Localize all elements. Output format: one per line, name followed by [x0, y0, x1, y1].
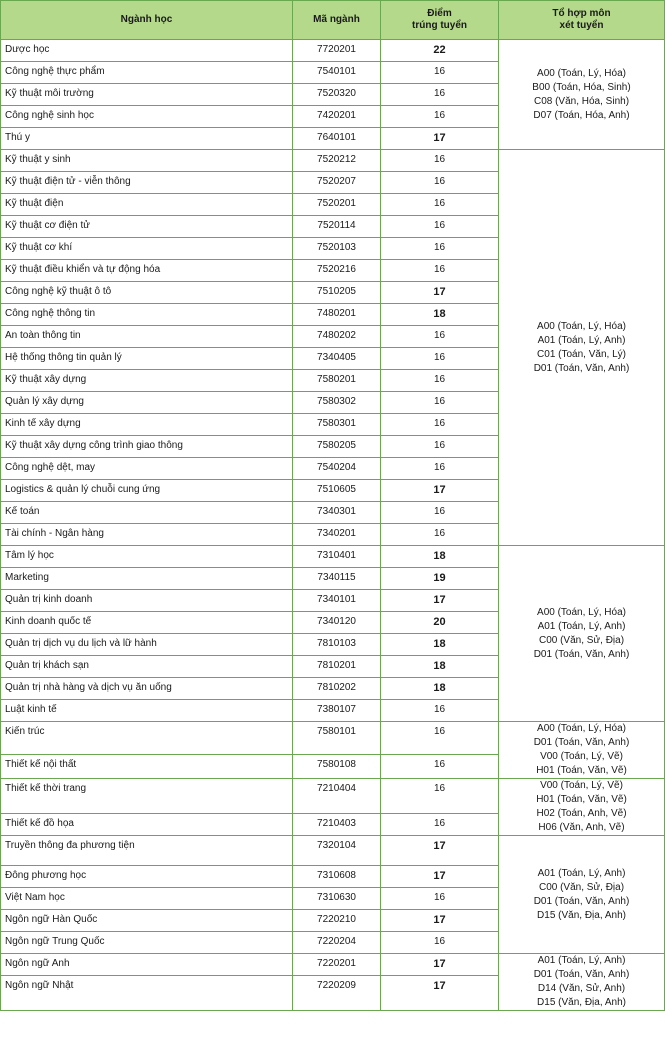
- major-code: 7340301: [293, 502, 381, 524]
- admission-score: 17: [381, 282, 499, 304]
- header-combo-line2: xét tuyển: [559, 20, 604, 31]
- admission-score: 16: [381, 106, 499, 128]
- major-code: 7810202: [293, 678, 381, 700]
- major-name: Hệ thống thông tin quản lý: [1, 348, 293, 370]
- subject-combo-group: [499, 836, 665, 954]
- admission-score: 16: [381, 238, 499, 260]
- admission-score: 19: [381, 568, 499, 590]
- admission-score: 16: [381, 414, 499, 436]
- admission-score: 20: [381, 612, 499, 634]
- table-header-row: [1, 1, 665, 40]
- admission-score: 16: [381, 502, 499, 524]
- major-name: Kiến trúc: [1, 722, 293, 755]
- subject-combo-group: [499, 40, 665, 150]
- major-code: 7510605: [293, 480, 381, 502]
- major-code: 7340120: [293, 612, 381, 634]
- admission-score: 16: [381, 84, 499, 106]
- subject-combo: A00 (Toán, Lý, Hóa): [537, 320, 626, 332]
- admission-score: 18: [381, 678, 499, 700]
- admission-score: 16: [381, 392, 499, 414]
- major-name: Tâm lý học: [1, 546, 293, 568]
- major-code: 7220209: [293, 976, 381, 1011]
- admission-score: 17: [381, 910, 499, 932]
- admission-score: 16: [381, 754, 499, 778]
- subject-combo: A01 (Toán, Lý, Anh): [537, 334, 626, 346]
- major-name: Kinh tế xây dựng: [1, 414, 293, 436]
- header-combo-line1: Tổ hợp môn: [552, 8, 611, 19]
- subject-combo: B00 (Toán, Hóa, Sinh): [532, 81, 631, 93]
- table-row: [1, 546, 665, 568]
- major-name: Kỹ thuật điện: [1, 194, 293, 216]
- subject-combo: D14 (Văn, Sử, Anh): [537, 983, 626, 994]
- admission-score: 16: [381, 524, 499, 546]
- major-name: Kỹ thuật cơ điện tử: [1, 216, 293, 238]
- major-name: Quản trị dịch vụ du lịch và lữ hành: [1, 634, 293, 656]
- admission-score: 17: [381, 954, 499, 976]
- table-row: [1, 779, 665, 814]
- major-name: Luật kinh tế: [1, 700, 293, 722]
- major-code: 7580301: [293, 414, 381, 436]
- admission-score: 17: [381, 480, 499, 502]
- subject-combo: V00 (Toán, Lý, Vẽ): [540, 780, 623, 791]
- major-code: 7220210: [293, 910, 381, 932]
- subject-combo-group: [499, 150, 665, 546]
- header-code: Mã ngành: [293, 1, 381, 40]
- major-name: Công nghệ sinh học: [1, 106, 293, 128]
- major-code: 7580108: [293, 754, 381, 778]
- major-code: 7640101: [293, 128, 381, 150]
- admission-score: 17: [381, 836, 499, 866]
- major-name: Đông phương học: [1, 866, 293, 888]
- major-name: Kinh doanh quốc tế: [1, 612, 293, 634]
- major-code: 7340101: [293, 590, 381, 612]
- admission-score: 16: [381, 436, 499, 458]
- subject-combo-group: [499, 546, 665, 722]
- admission-score: 16: [381, 813, 499, 835]
- admission-score: 16: [381, 458, 499, 480]
- header-combo: [499, 1, 665, 40]
- major-name: Ngôn ngữ Nhật: [1, 976, 293, 1011]
- major-code: 7520201: [293, 194, 381, 216]
- major-name: Dược học: [1, 40, 293, 62]
- major-name: Quản lý xây dựng: [1, 392, 293, 414]
- header-score-line2: trúng tuyển: [412, 20, 467, 31]
- major-name: Logistics & quản lý chuỗi cung ứng: [1, 480, 293, 502]
- major-name: Kế toán: [1, 502, 293, 524]
- major-code: 7540204: [293, 458, 381, 480]
- major-name: Thú y: [1, 128, 293, 150]
- major-code: 7340201: [293, 524, 381, 546]
- major-code: 7520114: [293, 216, 381, 238]
- subject-combo: V00 (Toán, Lý, Vẽ): [540, 751, 623, 762]
- admission-score: 18: [381, 656, 499, 678]
- major-name: Công nghệ thông tin: [1, 304, 293, 326]
- table-row: [1, 40, 665, 62]
- major-name: Ngôn ngữ Anh: [1, 954, 293, 976]
- major-name: Kỹ thuật xây dựng: [1, 370, 293, 392]
- subject-combo: H06 (Văn, Anh, Vẽ): [538, 822, 625, 833]
- major-code: 7580101: [293, 722, 381, 755]
- major-name: Công nghệ dệt, may: [1, 458, 293, 480]
- admission-score: 16: [381, 216, 499, 238]
- major-name: Quản trị nhà hàng và dịch vụ ăn uống: [1, 678, 293, 700]
- major-code: 7210404: [293, 779, 381, 814]
- admission-score: 17: [381, 976, 499, 1011]
- major-code: 7420201: [293, 106, 381, 128]
- major-code: 7480201: [293, 304, 381, 326]
- major-name: Thiết kế nội thất: [1, 754, 293, 778]
- admission-score: 16: [381, 700, 499, 722]
- admission-score: 16: [381, 932, 499, 954]
- subject-combo: D01 (Toán, Văn, Anh): [533, 969, 630, 980]
- header-score-line1: Điểm: [427, 8, 452, 19]
- subject-combo: C01 (Toán, Văn, Lý): [537, 348, 626, 360]
- admission-score: 16: [381, 348, 499, 370]
- header-major: Ngành học: [1, 1, 293, 40]
- subject-combo: A00 (Toán, Lý, Hóa): [537, 723, 626, 734]
- major-code: 7220201: [293, 954, 381, 976]
- major-name: Marketing: [1, 568, 293, 590]
- major-code: 7340115: [293, 568, 381, 590]
- major-code: 7540101: [293, 62, 381, 84]
- admission-score: 16: [381, 326, 499, 348]
- subject-combo: C00 (Văn, Sử, Địa): [538, 634, 625, 646]
- major-code: 7520103: [293, 238, 381, 260]
- admission-score: 16: [381, 194, 499, 216]
- major-name: An toàn thông tin: [1, 326, 293, 348]
- subject-combo: A00 (Toán, Lý, Hóa): [537, 606, 626, 618]
- major-code: 7810201: [293, 656, 381, 678]
- major-name: Quản trị kinh doanh: [1, 590, 293, 612]
- admission-score: 16: [381, 62, 499, 84]
- header-score: [381, 1, 499, 40]
- major-code: 7310401: [293, 546, 381, 568]
- major-code: 7720201: [293, 40, 381, 62]
- subject-combo: H02 (Toán, Anh, Vẽ): [536, 808, 627, 819]
- admission-score: 22: [381, 40, 499, 62]
- major-name: Công nghệ kỹ thuật ô tô: [1, 282, 293, 304]
- major-code: 7320104: [293, 836, 381, 866]
- admission-score: 18: [381, 546, 499, 568]
- table-row: [1, 150, 665, 172]
- major-name: Ngôn ngữ Hàn Quốc: [1, 910, 293, 932]
- major-code: 7580201: [293, 370, 381, 392]
- subject-combo: D15 (Văn, Địa, Anh): [537, 997, 626, 1008]
- major-name: Kỹ thuật điện tử - viễn thông: [1, 172, 293, 194]
- admission-score: 16: [381, 779, 499, 814]
- subject-combo: C08 (Văn, Hóa, Sinh): [533, 95, 630, 107]
- table-row: [1, 722, 665, 755]
- major-name: Truyền thông đa phương tiện: [1, 836, 293, 866]
- major-name: Kỹ thuật điều khiển và tự động hóa: [1, 260, 293, 282]
- admission-score: 17: [381, 128, 499, 150]
- major-name: Thiết kế thời trang: [1, 779, 293, 814]
- admission-score: 18: [381, 634, 499, 656]
- major-code: 7580302: [293, 392, 381, 414]
- admission-score: 17: [381, 866, 499, 888]
- major-code: 7510205: [293, 282, 381, 304]
- major-code: 7520216: [293, 260, 381, 282]
- major-code: 7220204: [293, 932, 381, 954]
- subject-combo-group: [499, 722, 665, 779]
- major-name: Kỹ thuật môi trường: [1, 84, 293, 106]
- major-code: 7810103: [293, 634, 381, 656]
- subject-combo: D07 (Toán, Hóa, Anh): [533, 109, 630, 121]
- table-row: [1, 954, 665, 976]
- major-name: Thiết kế đồ họa: [1, 813, 293, 835]
- major-name: Quản trị khách sạn: [1, 656, 293, 678]
- subject-combo: C00 (Văn, Sử, Địa): [538, 881, 625, 893]
- admission-score: 16: [381, 888, 499, 910]
- major-code: 7310608: [293, 866, 381, 888]
- subject-combo: A01 (Toán, Lý, Anh): [537, 955, 626, 966]
- subject-combo: H01 (Toán, Văn, Vẽ): [536, 765, 627, 776]
- subject-combo: D15 (Văn, Địa, Anh): [537, 909, 626, 921]
- major-name: Việt Nam học: [1, 888, 293, 910]
- subject-combo: H01 (Toán, Văn, Vẽ): [536, 794, 627, 805]
- admission-score: 16: [381, 722, 499, 755]
- subject-combo: D01 (Toán, Văn, Anh): [533, 648, 630, 660]
- major-code: 7210403: [293, 813, 381, 835]
- subject-combo-group: [499, 954, 665, 1011]
- major-code: 7520320: [293, 84, 381, 106]
- admission-score: 16: [381, 370, 499, 392]
- major-code: 7310630: [293, 888, 381, 910]
- major-code: 7520212: [293, 150, 381, 172]
- major-code: 7380107: [293, 700, 381, 722]
- major-code: 7480202: [293, 326, 381, 348]
- major-code: 7580205: [293, 436, 381, 458]
- subject-combo: A01 (Toán, Lý, Anh): [537, 620, 626, 632]
- major-code: 7340405: [293, 348, 381, 370]
- admission-score: 18: [381, 304, 499, 326]
- admission-score: 17: [381, 590, 499, 612]
- major-name: Tài chính - Ngân hàng: [1, 524, 293, 546]
- major-name: Ngôn ngữ Trung Quốc: [1, 932, 293, 954]
- subject-combo: D01 (Toán, Văn, Anh): [533, 895, 630, 907]
- subject-combo: D01 (Toán, Văn, Anh): [533, 362, 630, 374]
- admission-score: 16: [381, 150, 499, 172]
- major-name: Công nghệ thực phẩm: [1, 62, 293, 84]
- subject-combo: D01 (Toán, Văn, Anh): [533, 737, 630, 748]
- major-name: Kỹ thuật cơ khí: [1, 238, 293, 260]
- major-name: Kỹ thuật y sinh: [1, 150, 293, 172]
- subject-combo: A01 (Toán, Lý, Anh): [537, 867, 626, 879]
- subject-combo: A00 (Toán, Lý, Hóa): [537, 67, 626, 79]
- admission-score: 16: [381, 172, 499, 194]
- table-row: [1, 836, 665, 866]
- admission-score: 16: [381, 260, 499, 282]
- subject-combo-group: [499, 779, 665, 836]
- major-code: 7520207: [293, 172, 381, 194]
- major-name: Kỹ thuật xây dựng công trình giao thông: [1, 436, 293, 458]
